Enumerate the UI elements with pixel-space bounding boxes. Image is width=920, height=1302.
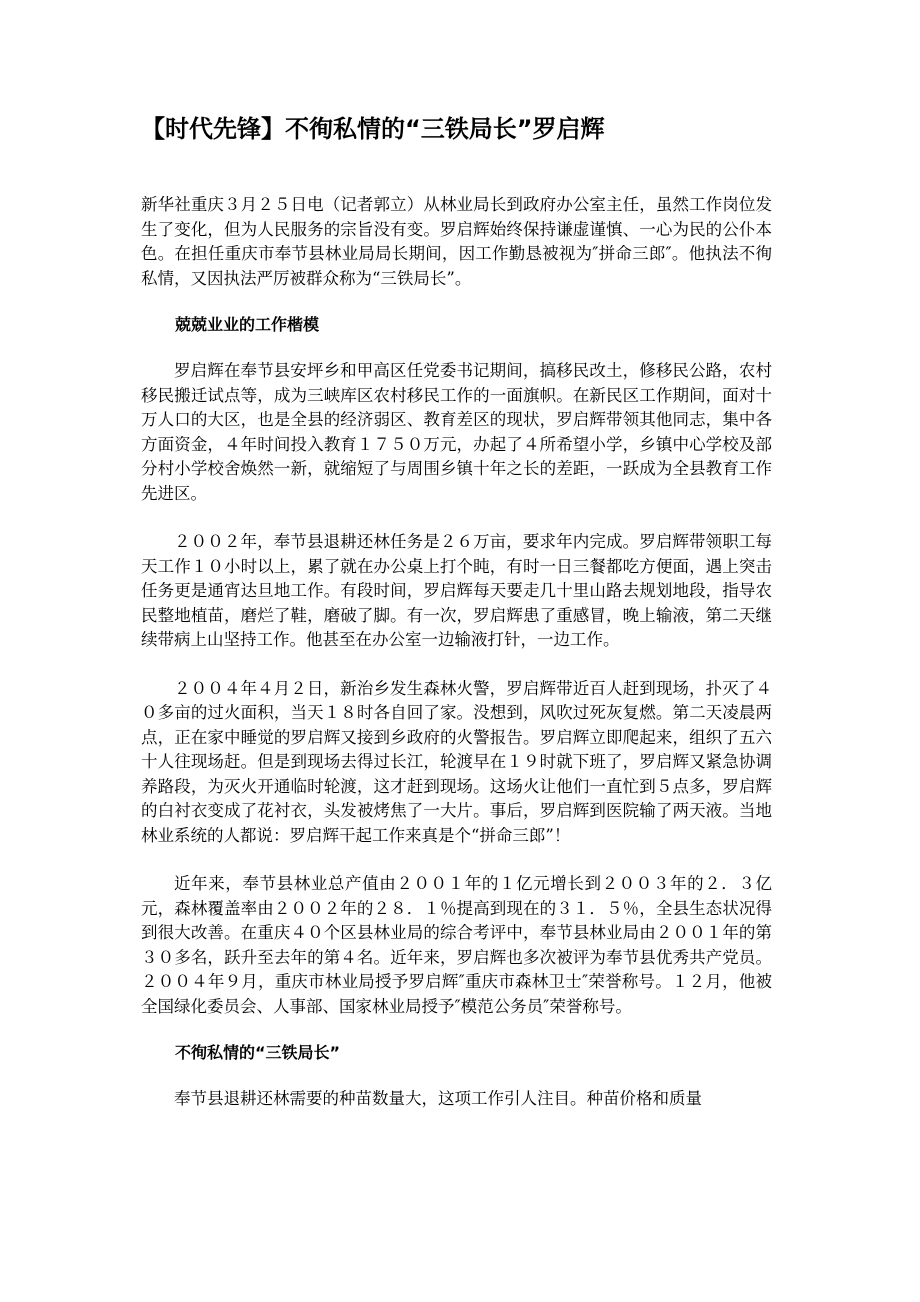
lead-paragraph: 新华社重庆３月２５日电（记者郭立）从林业局长到政府办公室主任，虽然工作岗位发生了变化，但为人民服务的宗旨没有变。罗启辉始终保持谦虚谨慎、一心为民的公仆本色。在担任重庆市奉节县林业局局长期间，因工作勤恳被视为″拼命三郎″。他执法不徇私情，又因执法严厉被群众称为“三铁局长”。	[141, 195, 772, 288]
body-paragraph: ２００２年，奉节县退耕还林任务是２６万亩，要求年内完成。罗启辉带领职工每天工作１０小时以上，累了就在办公桌上打个盹，有时一日三餐都吃方便面，遇上突击任务更是通宵达旦地工作。有段时间，罗启辉每天要走几十里山路去规划地段，指导农民整地植苗，磨烂了鞋，磨破了脚。有一次，罗启辉患了重感冒，晚上输液，第二天继续带病上山坚持工作。他甚至在办公室一边输液打针，一边工作。	[141, 532, 772, 649]
article-body	[141, 193, 772, 1111]
body-paragraph: ２００４年４月２日，新治乡发生森林火警，罗启辉带近百人赶到现场，扑灭了４０多亩的过火面积，当天１８时各自回了家。没想到，风吹过死灰复燃。第二天凌晨两点，正在家中睡觉的罗启辉又接到乡政府的火警报告。罗启辉立即爬起来，组织了五六十人往现场赶。但是到现场去得过长江，轮渡早在１９时就下班了，罗启辉又紧急协调养路段，为灭火开通临时轮渡，这才赶到现场。这场火让他们一直忙到５点多，罗启辉的白衬衣变成了花衬衣，头发被烤焦了一大片。事后，罗启辉到医院输了两天液。当地林业系统的人都说：罗启辉干起工作来真是个“拼命三郎”！	[141, 678, 772, 845]
body-paragraph: 罗启辉在奉节县安坪乡和甲高区任党委书记期间，搞移民改土，修移民公路，农村移民搬迁试点等，成为三峡库区农村移民工作的一面旗帜。在新民区工作期间，面对十万人口的大区，也是全县的经济弱区、教育差区的现状，罗启辉带领其他同志，集中各方面资金，４年时间投入教育１７５０万元，办起了４所希望小学，乡镇中心学校及部分村小学校舍焕然一新，就缩短了与周围乡镇十年之长的差距，一跃成为全县教育工作先进区。	[141, 361, 772, 503]
body-paragraph: 奉节县退耕还林需要的种苗数量大，这项工作引人注目。种苗价格和质量	[174, 1089, 702, 1108]
article-title: 【时代先锋】不徇私情的“三铁局长”罗启辉	[141, 115, 605, 143]
body-paragraph: 近年来，奉节县林业总产值由２００１年的１亿元增长到２００３年的２．３亿元，森林覆盖率由２００２年的２８．１％提高到现在的３１．５％，全县生态状况得到很大改善。在重庆４０个区县林业局的综合考评中，奉节县林业局由２００１年的第３０多名，跃升至去年的第４名。近年来，罗启辉也多次被评为奉节县优秀共产党员。２００４年９月，重庆市林业局授予罗启辉″重庆市森林卫士″荣誉称号。１２月，他被全国绿化委员会、人事部、国家林业局授予″模范公务员″荣誉称号。	[141, 874, 772, 1016]
section-heading: 兢兢业业的工作楷模	[175, 315, 320, 334]
section-heading: 不徇私情的“三铁局长”	[175, 1043, 341, 1062]
